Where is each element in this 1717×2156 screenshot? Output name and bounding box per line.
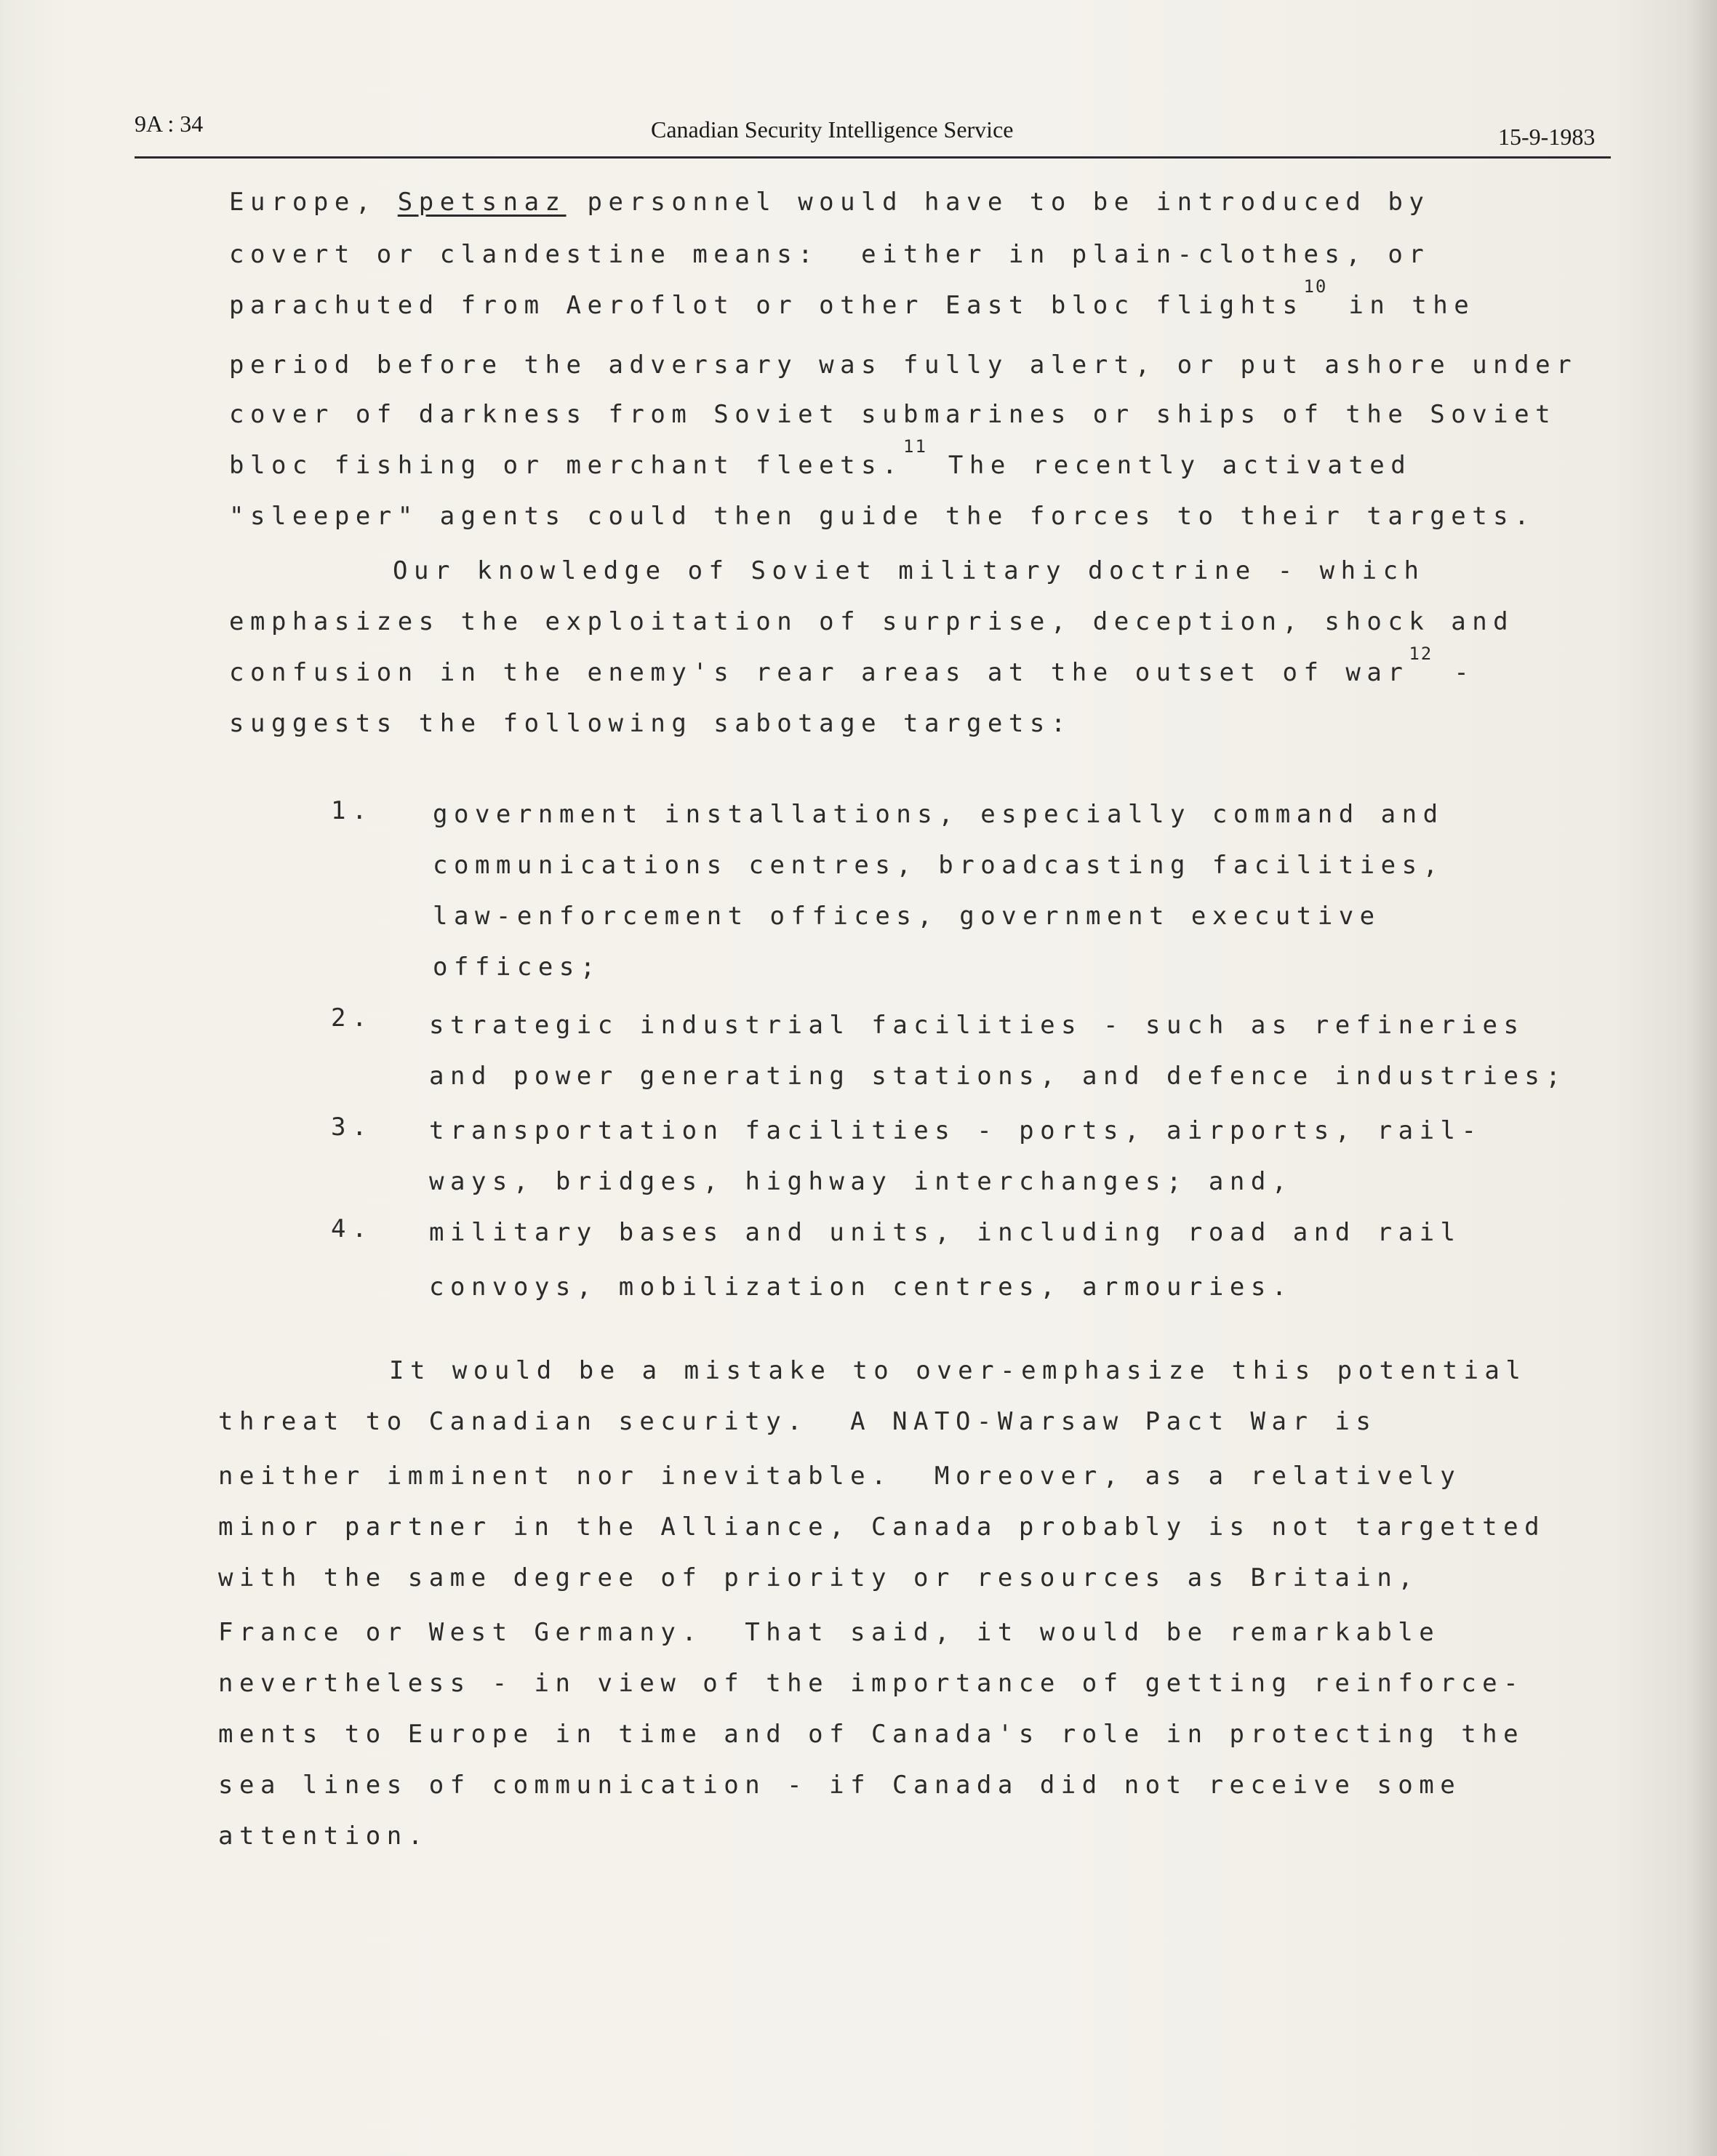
paragraph1-line6 [229,436,1412,480]
paragraph1-line6-post: The recently activated [926,451,1412,480]
paragraph2-line1: Our knowledge of Soviet military doctrine - which [393,556,1425,585]
paragraph1-line6-pre: bloc fishing or merchant fleets. [229,451,904,480]
page-reference: 9A : 34 [135,111,204,137]
paragraph1-line5: cover of darkness from Soviet submarines or ships of the Soviet [229,400,1557,429]
target-2-line1: strategic industrial facilities - such as refineries [429,1011,1525,1040]
target-4-line2: convoys, mobilization centres, armouries. [429,1273,1293,1302]
paragraph2-line2: emphasizes the exploitation of surprise, deception, shock and [229,607,1515,636]
paragraph2-line3-post: - [1433,658,1476,687]
header-rule [135,156,1611,159]
paragraph1-line3-pre: parachuted from Aeroflot or other East bloc flights [229,291,1304,320]
target-1-line3: law-enforcement offices, government executive [433,902,1381,931]
paragraph1-line3-post: in the [1327,291,1476,320]
paragraph3-line10: attention. [218,1822,429,1851]
paragraph1-line7: "sleeper" agents could then guide the forces to their targets. [229,502,1536,531]
footnote-ref-12: 12 [1409,644,1433,664]
paragraph3-line8: ments to Europe in time and of Canada's role in protecting the [218,1720,1525,1749]
paragraph1-line1 [229,188,1430,217]
paragraph3-line2: threat to Canadian security. A NATO-Warsaw Pact War is [218,1407,1377,1436]
paragraph1-line4: period before the adversary was fully alert, or put ashore under [229,350,1578,380]
page-binding-shadow [1688,0,1717,2156]
footnote-ref-11: 11 [903,436,927,457]
footnote-ref-10: 10 [1303,276,1328,297]
page-date: 15-9-1983 [1498,124,1596,150]
target-2-line2: and power generating stations, and defence industries; [429,1062,1567,1091]
paragraph3-line4: minor partner in the Alliance, Canada probably is not targetted [218,1512,1546,1542]
target-4-line1: military bases and units, including road and rail [429,1218,1462,1247]
paragraph2-line3-pre: confusion in the enemy's rear areas at the outset of war [229,658,1409,687]
target-3-line1: transportation facilities - ports, airports, rail- [429,1116,1483,1145]
paragraph2-line3 [229,644,1476,687]
paragraph3-line5: with the same degree of priority or resources as Britain, [218,1563,1420,1592]
target-2-number: 2. [331,1003,373,1033]
paragraph1-line1-pre: Europe, [229,188,398,217]
target-1-line1: government installations, especially command and [433,800,1444,829]
paragraph3-line7: nevertheless - in view of the importance of getting reinforce- [218,1669,1525,1698]
target-3-number: 3. [331,1113,373,1142]
target-1-line2: communications centres, broadcasting facilities, [433,851,1444,880]
paragraph3-line9: sea lines of communication - if Canada did not receive some [218,1771,1462,1800]
spetsnaz-term: Spetsnaz [397,188,567,217]
paragraph1-line3 [229,276,1476,320]
page-header-title: Canadian Security Intelligence Service [651,116,1014,143]
paragraph3-line6: France or West Germany. That said, it would be remarkable [218,1618,1441,1647]
target-4-number: 4. [331,1214,373,1243]
target-3-line2: ways, bridges, highway interchanges; and, [429,1167,1293,1196]
target-1-line4: offices; [433,953,601,982]
paragraph1-line1-post: personnel would have to be introduced by [566,188,1430,217]
paragraph3-line1: It would be a mistake to over-emphasize this potential [389,1356,1527,1385]
target-1-number: 1. [331,796,373,825]
paragraph2-line4: suggests the following sabotage targets: [229,709,1072,738]
paragraph3-line3: neither imminent nor inevitable. Moreover, as a relatively [218,1462,1462,1491]
paragraph1-line2: covert or clandestine means: either in plain-clothes, or [229,240,1430,269]
